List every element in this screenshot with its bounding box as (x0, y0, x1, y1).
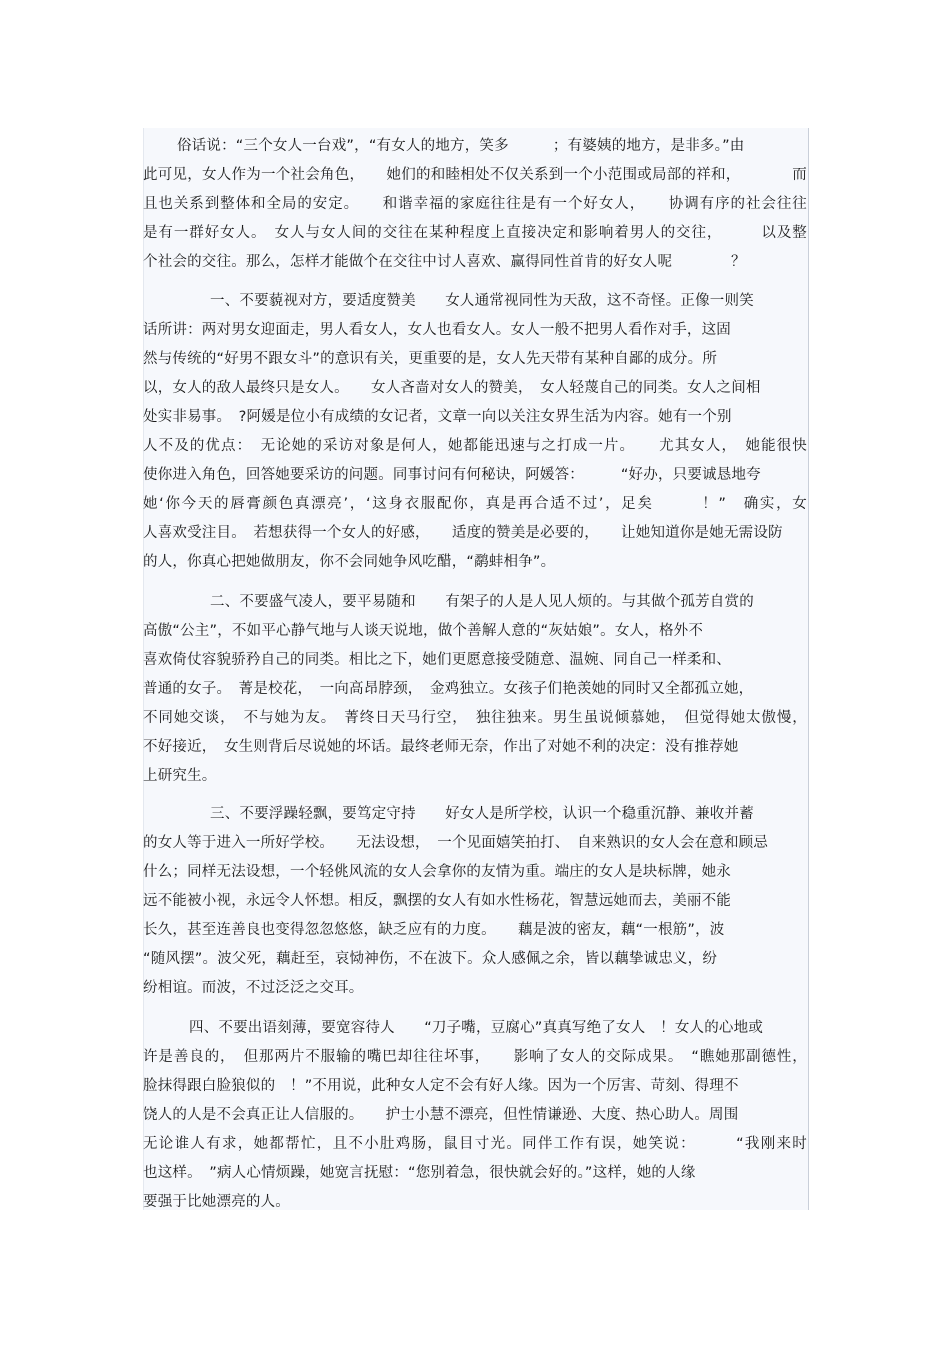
text-line: 个社会的交往。那么，怎样才能做个在交往中讨人喜欢、赢得同性首肯的好女人呢 ？ (143, 254, 746, 270)
text-line: 人不及的优点： 无论她的采访对象是何人，她都能迅速与之打成一片。 尤其女人， 她能很快 (143, 438, 807, 454)
text-line: 许是善良的， 但那两片不服输的嘴巴却往往坏事， 影响了女人的交际成果。 “瞧她那副德性， (143, 1049, 807, 1065)
text-line: 且也关系到整体和全局的安定。 和谐幸福的家庭往往是有一个好女人， 协调有序的社会往往 (143, 196, 807, 212)
text-line: 俗话说：“三个女人一台戏”，“有女人的地方，笑多 ；有婆姨的地方，是非多。”由 (177, 138, 745, 154)
text-line: 纷相谊。而波，不过泛泛之交耳。 (143, 980, 364, 996)
text-line: 脸抹得跟白脸狼似的 ！”不用说，此种女人定不会有好人缘。因为一个厉害、苛刻、得理不 (143, 1078, 739, 1094)
section-1-heading-line: 一、不要藐视对方，要适度赞美 女人通常视同性为天敌，这不奇怪。正像一则笑 (210, 293, 754, 309)
text-line: 不同她交谈， 不与她为友。 菁终日天马行空， 独往独来。男生虽说倾慕她， 但觉得她太傲慢， (143, 710, 807, 726)
text-line: “随风摆”。波父死，藕赶至，哀恸神伤，不在波下。众人感佩之余，皆以藕挚诚忠义，纷 (143, 951, 718, 967)
text-line: 此可见，女人作为一个社会角色， 她们的和睦相处不仅关系到一个小范围或局部的祥和， 而 (143, 167, 807, 183)
text-line: 话所讲：两对男女迎面走，男人看女人，女人也看女人。女人一般不把男人看作对手，这固 (143, 322, 731, 338)
text-line: 普通的女子。 菁是校花， 一向高昂脖颈， 金鸡独立。女孩子们艳羡她的同时又全都孤立她， (143, 681, 754, 697)
text-line: 她‘你今天的唇膏颜色真漂亮’，‘这身衣服配你，真是再合适不过’，足矣 ！” 确实，女 (143, 496, 807, 512)
text-line: 的人，你真心把她做朋友，你不会同她争风吃醋，“鹬蚌相争”。 (143, 554, 556, 570)
section-4-heading-line: 四、不要出语刻薄，要宽容待人 “刀子嘴，豆腐心”真真写绝了女人 ！女人的心地或 (189, 1020, 764, 1036)
text-line: 饶人的人是不会真正让人信服的。 护士小慧不漂亮，但性情谦逊、大度、热心助人。周围 (143, 1107, 739, 1123)
text-line: 处实非易事。 ?阿媛是位小有成绩的女记者，文章一向以关注女界生活为内容。她有一个别 (143, 409, 732, 425)
text-line: 长久，甚至连善良也变得忽忽悠悠，缺乏应有的力度。 藕是波的密友，藕“一根筋”，波 (143, 922, 725, 938)
text-line: 什么；同样无法设想，一个轻佻风流的女人会拿你的友情为重。端庄的女人是块标牌，她永 (143, 864, 731, 880)
text-line: 人喜欢受注目。 若想获得一个女人的好感， 适度的赞美是必要的， 让她知道你是她无需设防 (143, 525, 783, 541)
text-line: 使你进入角色，回答她要采访的问题。同事讨问有何秘诀，阿媛答： “好办，只要诚恳地夸 (143, 467, 761, 483)
text-line: 远不能被小视，永远令人怀想。相反，飘摆的女人有如水性杨花，智慧远她而去，美丽不能 (143, 893, 731, 909)
text-line: 不好接近， 女生则背后尽说她的坏话。最终老师无奈，作出了对她不利的决定：没有推荐她 (143, 739, 739, 755)
text-line: 上研究生。 (143, 768, 217, 784)
text-line: 是有一群好女人。 女人与女人间的交往在某种程度上直接决定和影响着男人的交往， 以及整 (143, 225, 807, 241)
text-line: 也这样。 ”病人心情烦躁，她宽言抚慰：“您别着急，很快就会好的。”这样，她的人缘 (143, 1165, 696, 1181)
text-line: 的女人等于进入一所好学校。 无法设想， 一个见面嬉笑拍打、 自来熟识的女人会在意和顾忌 (143, 835, 769, 851)
text-line: 喜欢倚仗容貌骄矜自己的同类。相比之下，她们更愿意接受随意、温婉、同自己一样柔和、 (143, 652, 731, 668)
text-line: 然与传统的“好男不跟女斗”的意识有关，更重要的是，女人先天带有某种自鄙的成分。所 (143, 351, 718, 367)
section-2-heading-line: 二、不要盛气凌人，要平易随和 有架子的人是人见人烦的。与其做个孤芳自赏的 (210, 594, 754, 610)
section-3-heading-line: 三、不要浮躁轻飘，要笃定守持 好女人是所学校，认识一个稳重沉静、兼收并蓄 (210, 806, 754, 822)
text-line: 高傲“公主”，不如平心静气地与人谈天说地，做个善解人意的“灰姑娘”。女人，格外不 (143, 623, 704, 639)
text-line: 以，女人的敌人最终只是女人。 女人吝啬对女人的赞美， 女人轻蔑自己的同类。女人之间相 (143, 380, 761, 396)
text-line: 无论谁人有求，她都帮忙，且不小肚鸡肠，鼠目寸光。同伴工作有误，她笑说： “我刚来时 (143, 1136, 807, 1152)
text-line: 要强于比她漂亮的人。 (143, 1194, 290, 1210)
